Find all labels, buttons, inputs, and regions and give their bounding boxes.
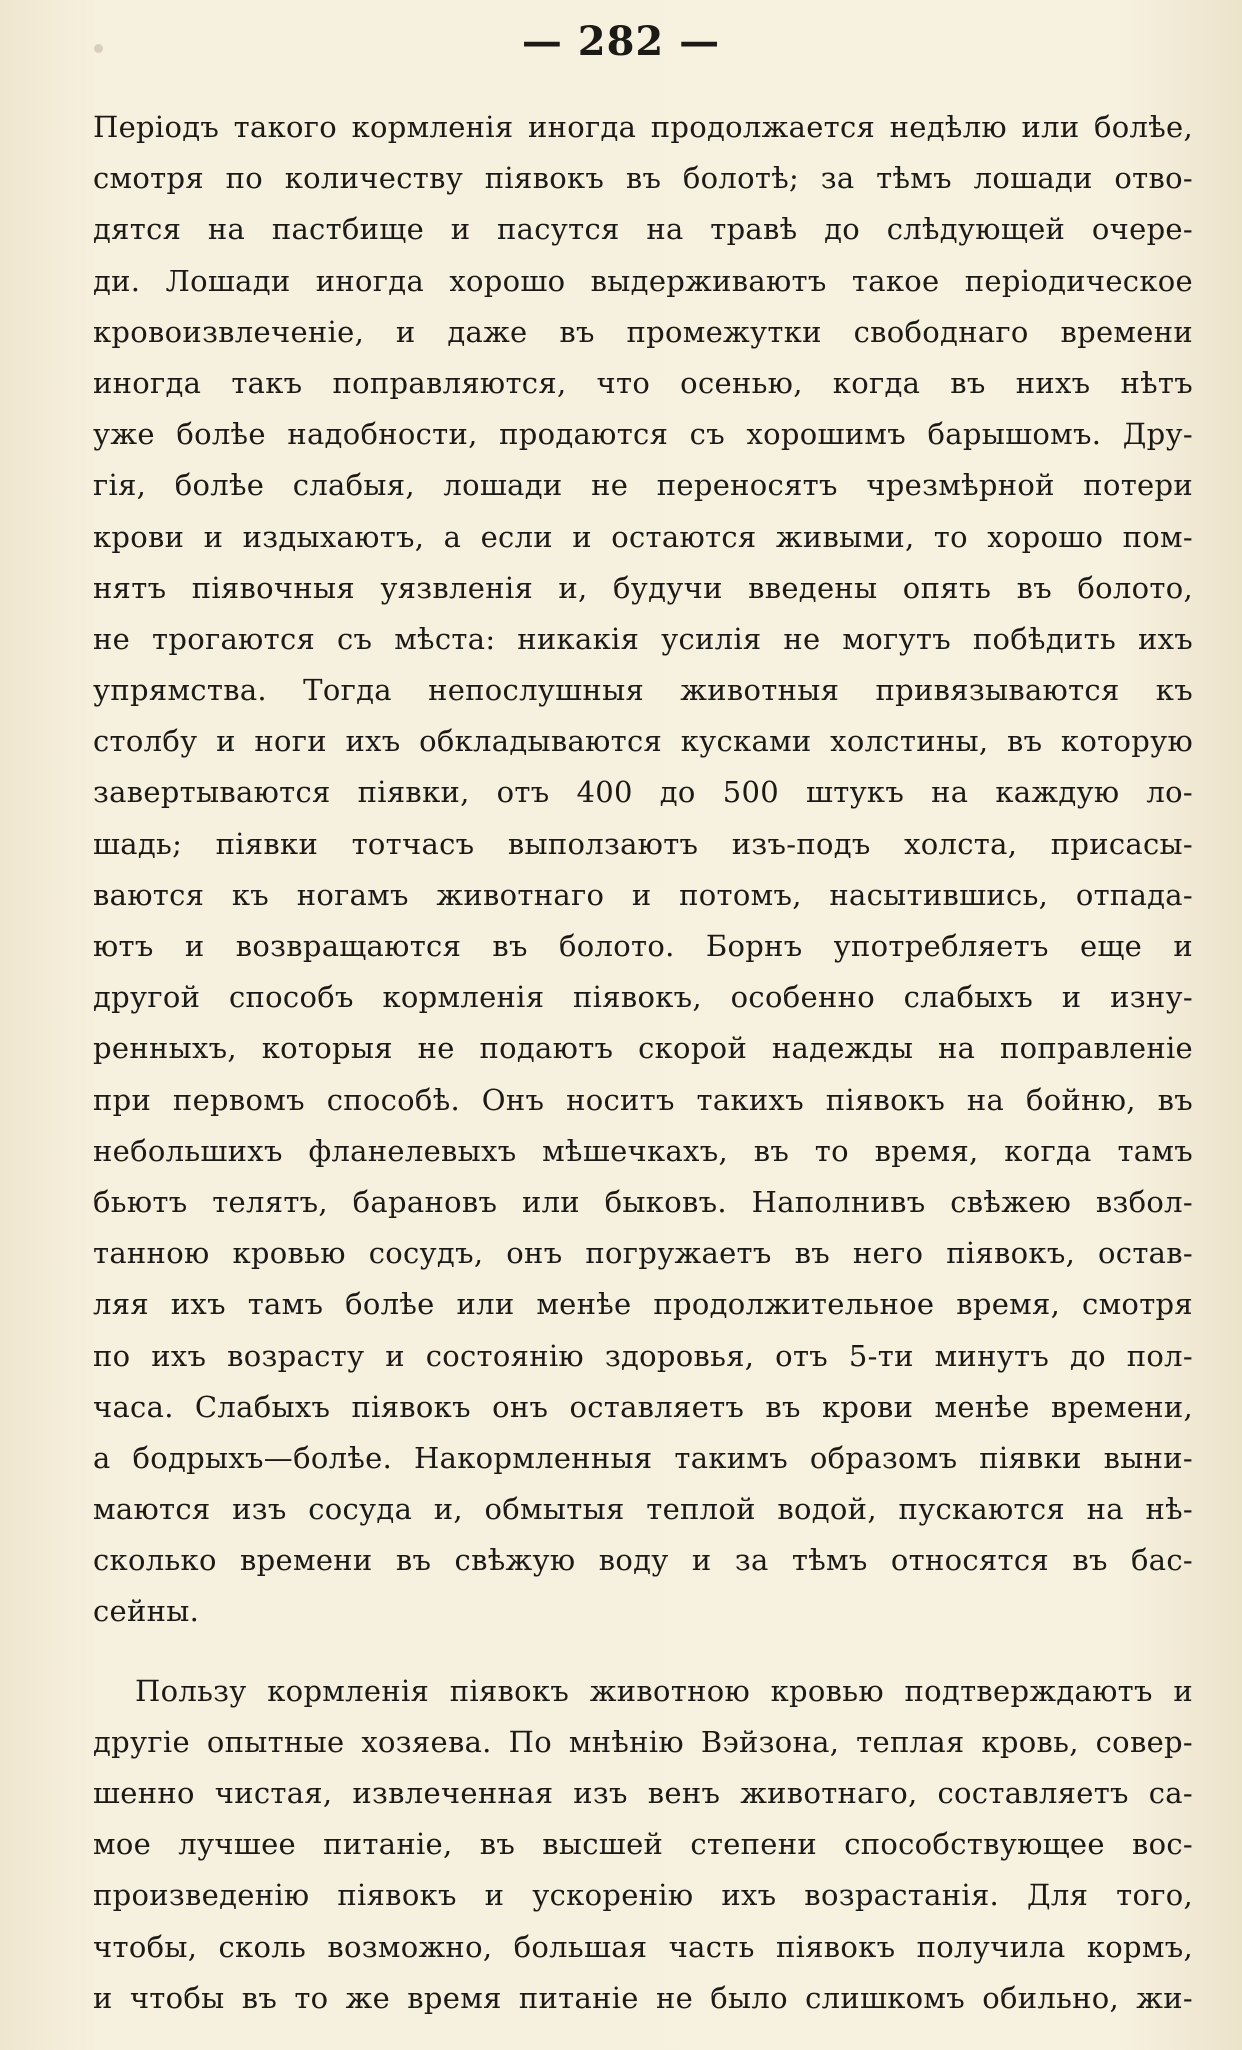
text-line: другіе опытные хозяева. По мнѣнію Вэйзона, теплая кровь, совер- [93, 1724, 1193, 1759]
text-line: сколько времени въ свѣжую воду и за тѣмъ относятся въ бас- [93, 1543, 1193, 1578]
text-line: иногда такъ поправляются, что осенью, когда въ нихъ нѣтъ [93, 365, 1193, 400]
text-line: мое лучшее питаніе, въ высшей степени способствующее вос- [93, 1827, 1193, 1862]
text-line: маются изъ сосуда и, обмытыя теплой водой, пускаются на нѣ- [93, 1492, 1193, 1527]
text-line: и чтобы въ то же время питаніе не было слишкомъ обильно, жи- [93, 1980, 1193, 2015]
text-line: произведенію піявокъ и ускоренію ихъ возрастанія. Для того, [93, 1878, 1193, 1913]
text-line: бьютъ телятъ, барановъ или быковъ. Наполнивъ свѣжею взбол- [93, 1184, 1193, 1219]
paragraph [93, 102, 1193, 1638]
paragraph-gap [93, 1638, 1193, 1666]
text-line: смотря по количеству піявокъ въ болотѣ; за тѣмъ лошади отво- [93, 161, 1193, 196]
text-line: не трогаются съ мѣста: никакія усилія не могутъ побѣдить ихъ [93, 621, 1193, 656]
text-line: шенно чистая, извлеченная изъ венъ животнаго, составляетъ са- [93, 1776, 1193, 1810]
text-line: сейны. [93, 1594, 200, 1629]
text-line: Пользу кормленія піявокъ животною кровью подтверждаютъ и [135, 1673, 1193, 1708]
text-line: дятся на пастбище и пасутся на травѣ до слѣдующей очере- [93, 212, 1193, 247]
text-line: при первомъ способѣ. Онъ носитъ такихъ піявокъ на бойню, въ [93, 1082, 1193, 1117]
text-line: ютъ и возвращаются въ болото. Борнъ употребляетъ еще и [93, 929, 1193, 963]
text-line: а бодрыхъ—болѣе. Накормленныя такимъ образомъ піявки выни- [93, 1440, 1193, 1475]
text-line: упрямства. Тогда непослушныя животныя привязываются къ [93, 673, 1193, 708]
text-line: ваются къ ногамъ животнаго и потомъ, насытившись, отпада- [93, 877, 1193, 912]
text-line: ренныхъ, которыя не подаютъ скорой надежды на поправленіе [93, 1031, 1193, 1066]
paragraph [93, 1666, 1193, 2024]
text-line: чтобы, сколь возможно, большая часть піявокъ получила кормъ, [93, 1929, 1193, 1964]
text-line: ди. Лошади иногда хорошо выдерживаютъ такое періодическое [93, 263, 1193, 298]
text-line: крови и издыхаютъ, а если и остаются живыми, то хорошо пом- [93, 519, 1193, 554]
text-line: шадь; піявки тотчасъ выползаютъ изъ-подъ холста, присасы- [93, 826, 1193, 861]
text-line: гія, болѣе слабыя, лошади не переносятъ чрезмѣрной потери [93, 468, 1193, 503]
text-line: столбу и ноги ихъ обкладываются кусками холстины, въ которую [93, 724, 1193, 759]
text-line: Періодъ такого кормленія иногда продолжается недѣлю или болѣе, [93, 110, 1193, 144]
text-line: часа. Слабыхъ піявокъ онъ оставляетъ въ крови менѣе времени, [93, 1389, 1193, 1424]
text-line: танною кровью сосудъ, онъ погружаетъ въ него піявокъ, остав- [93, 1236, 1193, 1271]
body-text [93, 102, 1193, 2024]
text-line: ляя ихъ тамъ болѣе или менѣе продолжительное время, смотря [93, 1287, 1193, 1322]
page-number: — 282 — [521, 18, 721, 65]
text-line: нятъ піявочныя уязвленія и, будучи введены опять въ болото, [93, 570, 1193, 605]
text-line: небольшихъ фланелевыхъ мѣшечкахъ, въ то время, когда тамъ [93, 1133, 1193, 1168]
text-line: по ихъ возрасту и состоянію здоровья, отъ 5-ти минутъ до пол- [93, 1338, 1193, 1373]
text-line: уже болѣе надобности, продаются съ хорошимъ барышомъ. Дру- [93, 417, 1193, 452]
text-line: другой способъ кормленія піявокъ, особенно слабыхъ и изну- [93, 980, 1193, 1015]
text-line: кровоизвлеченіе, и даже въ промежутки свободнаго времени [93, 314, 1193, 349]
text-line: завертываются піявки, отъ 400 до 500 штукъ на каждую ло- [93, 775, 1193, 810]
